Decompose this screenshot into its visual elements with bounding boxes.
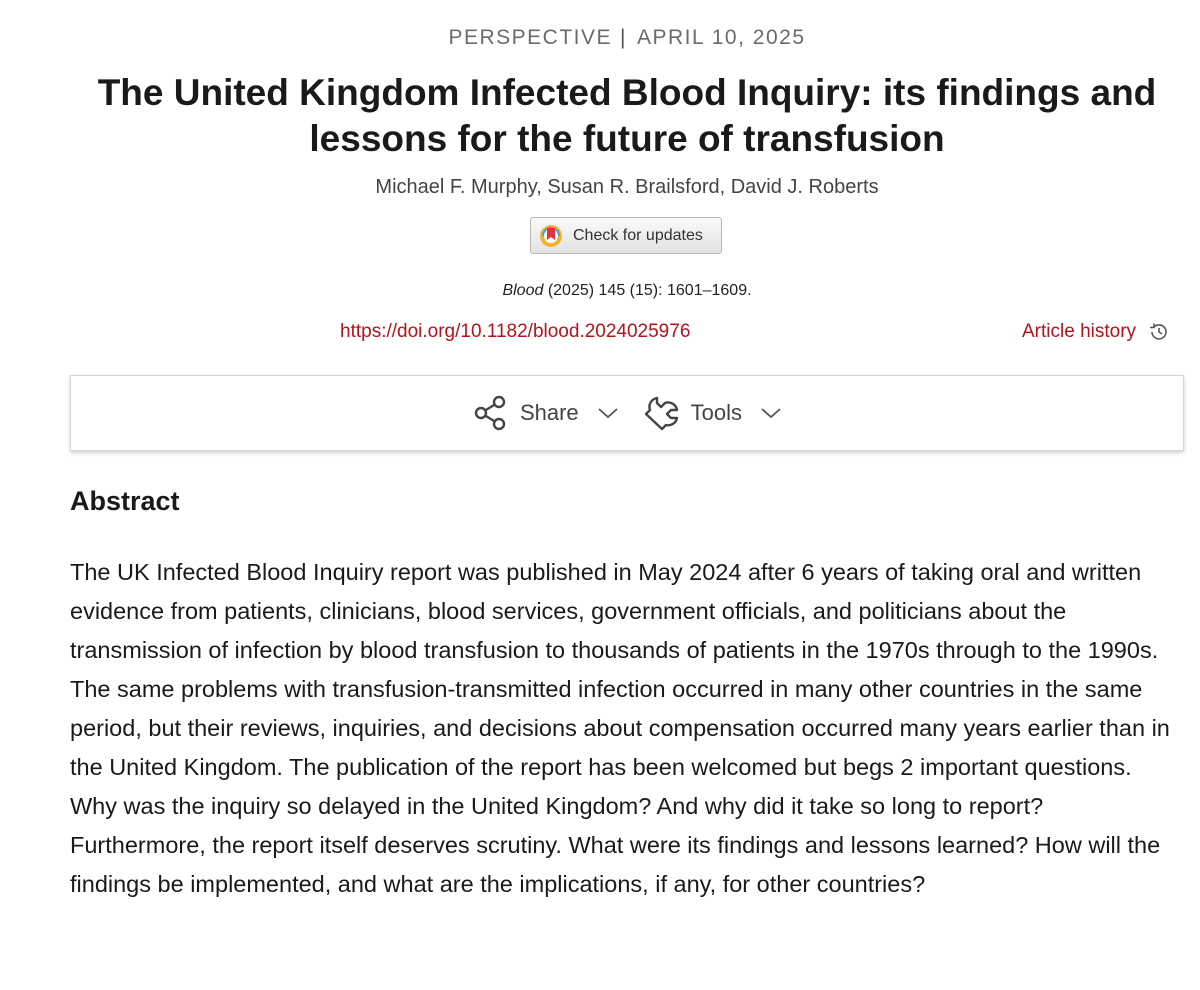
crossmark-icon — [539, 224, 563, 248]
share-button[interactable] — [472, 395, 619, 431]
history-icon — [1148, 321, 1170, 343]
meta-separator: | — [620, 26, 627, 49]
tools-button[interactable] — [643, 394, 782, 432]
journal-name: Blood — [502, 282, 544, 299]
article-type: PERSPECTIVE — [448, 26, 613, 49]
share-icon — [472, 395, 510, 431]
article-toolbar — [70, 375, 1184, 451]
check-for-updates-label: Check for updates — [573, 226, 703, 244]
wrench-icon — [643, 394, 681, 432]
publication-date: APRIL 10, 2025 — [637, 26, 806, 49]
doi-link[interactable]: https://doi.org/10.1182/blood.2024025976 — [340, 321, 691, 342]
author-list[interactable]: Michael F. Murphy, Susan R. Brailsford, David J. Roberts — [375, 176, 879, 198]
citation-details: (2025) 145 (15): 1601–1609. — [543, 282, 752, 299]
chevron-down-icon — [597, 406, 619, 420]
article-history-link[interactable] — [1022, 321, 1170, 343]
check-for-updates-button[interactable] — [530, 217, 722, 254]
citation — [0, 282, 1200, 300]
abstract-heading: Abstract — [70, 486, 180, 516]
tools-label: Tools — [690, 400, 743, 425]
abstract-text: The UK Infected Blood Inquiry report was published in May 2024 after 6 years of taking oral and written evidence from patients, clinicians, blood services, government officials, and politicians about the transmission of infection by blood transfusion to thousands of patients in the 1970s through to the 1990s. The same problems with transfusion-transmitted infection occurred in many other countries in the same period, but their reviews, inquiries, and decisions about compensation occurred many years earlier than in the United Kingdom. The publication of the report has been welcomed but begs 2 important questions. Why was the inquiry so delayed in the United Kingdom? And why did it take so long to report? Furthermore, the report itself deserves scrutiny. What were its findings and lessons learned? How will the findings be implemented, and what are the implications, if any, for other countries? — [70, 559, 1170, 897]
article-title: The United Kingdom Infected Blood Inquiry: its findings and lessons for the future of transfusion — [97, 72, 1157, 159]
article-history-label: Article history — [1022, 321, 1137, 342]
share-label: Share — [519, 400, 579, 425]
article-meta — [0, 26, 1200, 50]
chevron-down-icon — [760, 406, 782, 420]
